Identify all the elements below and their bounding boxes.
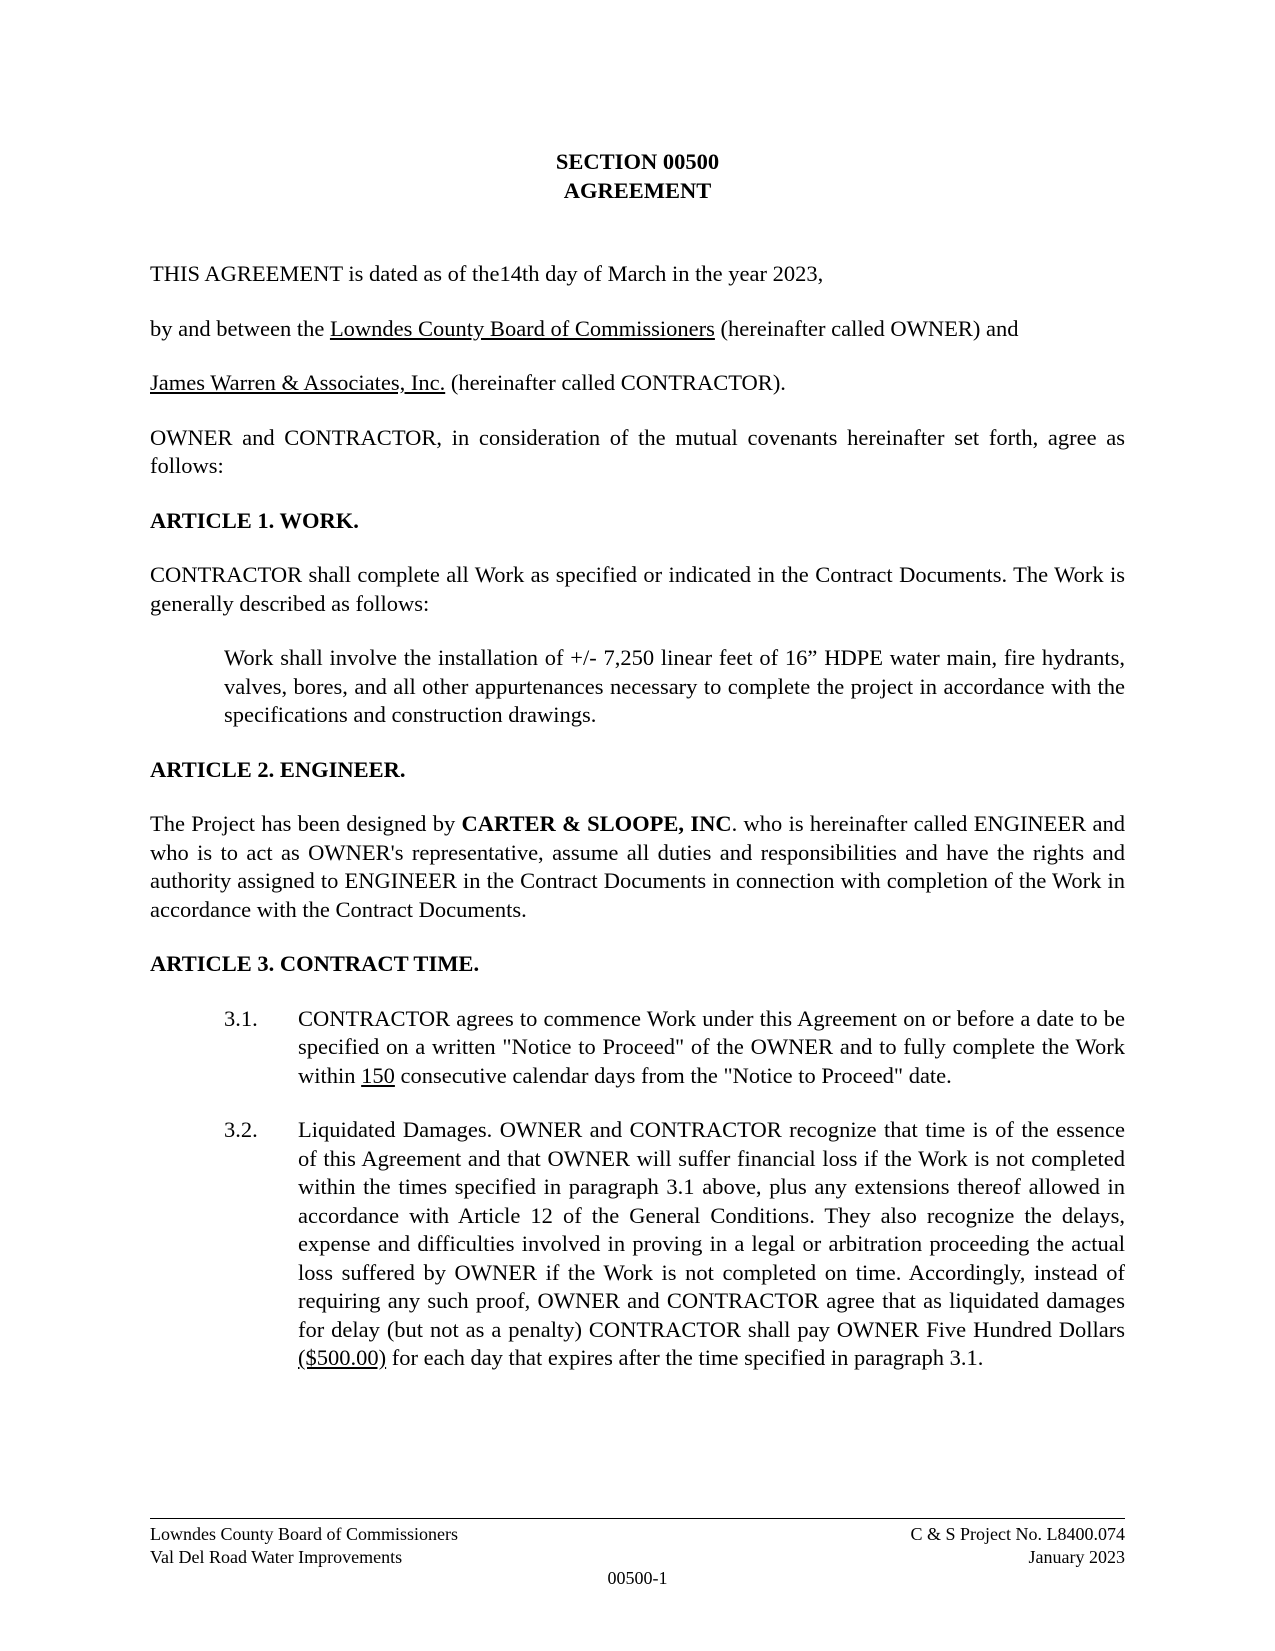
footer-project-number: C & S Project No. L8400.074	[910, 1524, 1125, 1544]
paragraph-number: 3.1.	[224, 1005, 258, 1031]
paragraph-3-2	[150, 1116, 1125, 1373]
paragraph-3-1	[150, 1005, 1125, 1091]
paragraph-3-2-suffix: for each day that expires after the time specified in paragraph 3.1.	[386, 1345, 984, 1370]
footer-row-2	[150, 1546, 1125, 1569]
contractor-name: James Warren & Associates, Inc.	[150, 370, 446, 395]
article-2-suffix: . who is hereinafter called ENGINEER and who is to act as OWNER's representative, assume all duties and responsibilities and have the rights and authority assigned to ENGINEER in the Contract Documents in connection with completion of the Work in accordance with the Contract Documents.	[150, 811, 1125, 922]
paragraph-text	[298, 1005, 1125, 1091]
document-title: AGREEMENT	[563, 177, 712, 203]
agreement-date-line: THIS AGREEMENT is dated as of the14th day of March in the year 2023,	[150, 261, 824, 286]
paragraph-3-1-prefix: CONTRACTOR agrees to commence Work under this Agreement on or before a date to be specified on a written "Notice to Proceed" of the OWNER and to fully complete the Work within	[298, 1005, 1125, 1088]
paragraph-3-2-prefix: Liquidated Damages. OWNER and CONTRACTOR recognize that time is of the essence of this Agreement and that OWNER will suffer financial loss if the Work is not completed within the times specified in paragraph 3.1 above, plus any extensions thereof allowed in accordance with Article 12 of the General Conditions. They also recognize the delays, expense and difficulties involved in proving in a legal or arbitration proceeding the actual loss suffered by OWNER if the Work is not completed on time. Accordingly, instead of requiring any such proof, OWNER and CONTRACTOR agree that as liquidated damages for delay (but not as a penalty) CONTRACTOR shall pay OWNER Five Hundred Dollars	[298, 1117, 1125, 1342]
footer-owner: Lowndes County Board of Commissioners	[150, 1524, 458, 1544]
contract-days: 150	[361, 1062, 395, 1088]
engineer-name: CARTER & SLOOPE, INC	[461, 811, 732, 836]
agreement-intro-paragraph: OWNER and CONTRACTOR, in consideration of the mutual covenants hereinafter set forth, agree as follows:	[150, 424, 1125, 478]
parties-contractor-line	[150, 369, 1125, 398]
article-2-heading: ARTICLE 2. ENGINEER.	[150, 756, 406, 782]
work-description: Work shall involve the installation of +/- 7,250 linear feet of 16” HDPE water main, fire hydrants, valves, bores, and all other appurtenances necessary to complete the project in accordance with the specifications and construction drawings.	[224, 645, 1125, 727]
contractor-suffix: (hereinafter called CONTRACTOR).	[445, 370, 786, 395]
damages-amount: ($500.00)	[298, 1345, 387, 1370]
footer-project-name: Val Del Road Water Improvements	[150, 1547, 403, 1567]
parties-owner-line	[150, 315, 1125, 344]
footer-row-1	[150, 1523, 1125, 1546]
article-2-prefix: The Project has been designed by	[150, 811, 462, 836]
article-3-heading: ARTICLE 3. CONTRACT TIME.	[150, 951, 480, 976]
article-2-text	[150, 810, 1125, 924]
article-1-text: CONTRACTOR shall complete all Work as specified or indicated in the Contract Documents. The Work is generally described as follows:	[150, 562, 1125, 616]
paragraph-text	[298, 1116, 1125, 1373]
page-number: 00500-1	[607, 1568, 668, 1588]
page-footer	[150, 1518, 1125, 1569]
section-number: SECTION 00500	[555, 149, 720, 174]
between-prefix: by and between the	[150, 315, 330, 341]
footer-date: January 2023	[1028, 1547, 1125, 1567]
article-1-heading: ARTICLE 1. WORK.	[150, 507, 359, 533]
between-suffix: (hereinafter called OWNER) and	[714, 315, 1019, 341]
paragraph-3-1-suffix: consecutive calendar days from the "Notice to Proceed" date.	[394, 1062, 952, 1088]
document-body	[150, 148, 1125, 1373]
owner-name: Lowndes County Board of Commissioners	[329, 315, 715, 341]
paragraph-number: 3.2.	[224, 1117, 258, 1142]
